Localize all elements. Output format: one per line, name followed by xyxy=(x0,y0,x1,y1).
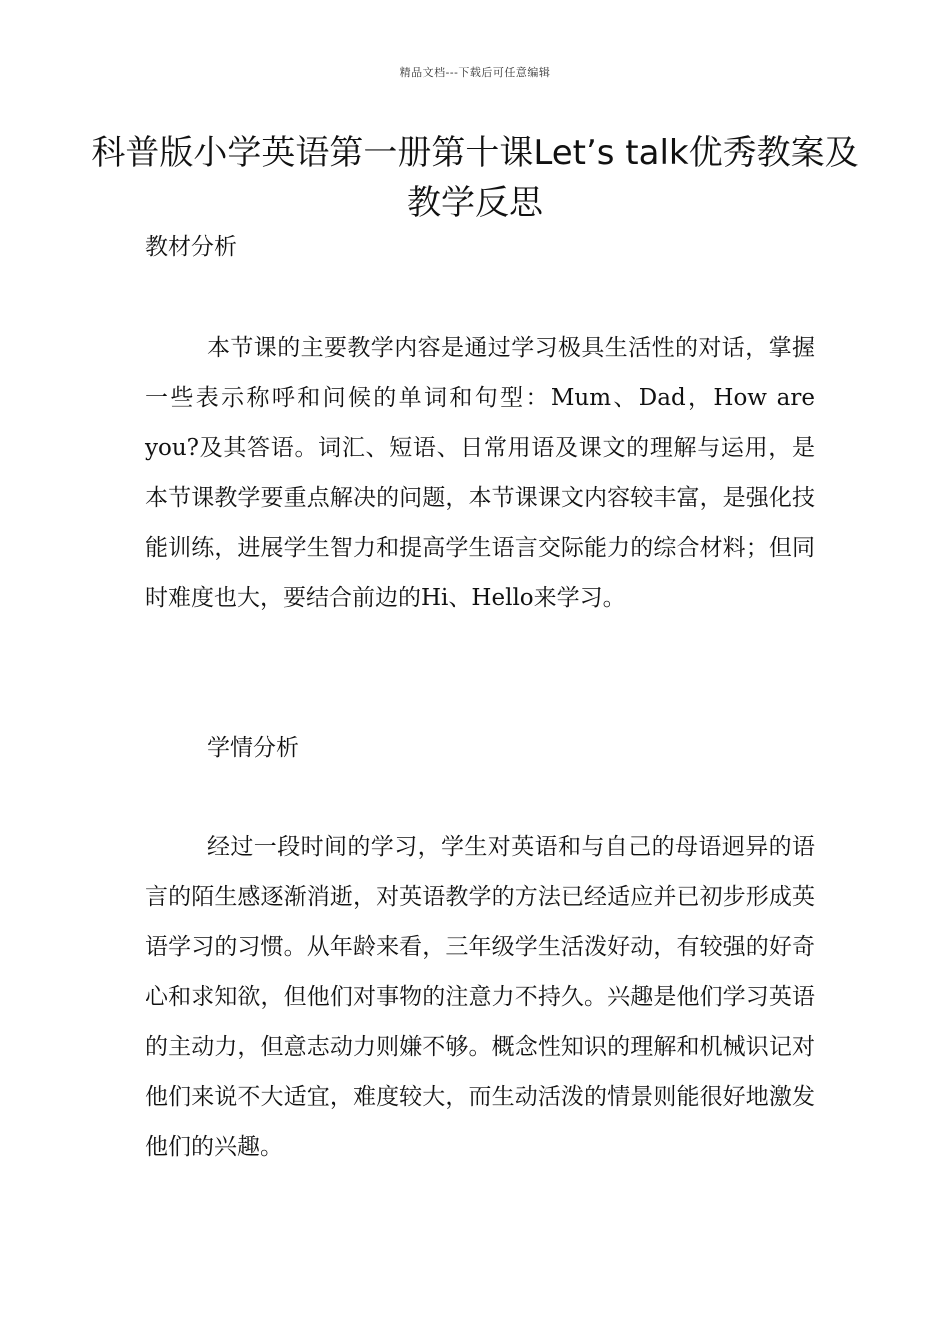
section-paragraph-materials: 本节课的主要教学内容是通过学习极具生活性的对话，掌握一些表示称呼和问候的单词和句型：Mum、Dad，How are you?及其答语。词汇、短语、日常用语及课文的理解与运用，是本节课教学要重点解决的问题，本节课课文内容较丰富，是强化技能训练，进展学生智力和提高学生语言交际能力的综合材料；但同时难度也大，要结合前边的Hi、Hello来学习。 xyxy=(145,335,815,611)
section-paragraph-students: 经过一段时间的学习，学生对英语和与自己的母语迥异的语言的陌生感逐渐消逝，对英语教学的方法已经适应并已初步形成英语学习的习惯。从年龄来看，三年级学生活泼好动，有较强的好奇心和求知欲，但他们对事物的注意力不持久。兴趣是他们学习英语的主动力，但意志动力则嫌不够。概念性知识的理解和机械识记对他们来说不大适宜，难度较大，而生动活泼的情景则能很好地激发他们的兴趣。 xyxy=(145,834,815,1160)
section-heading-materials: 教材分析 xyxy=(145,234,237,260)
document-title: 科普版小学英语第一册第十课Let’s talk优秀教案及教学反思 xyxy=(91,133,859,223)
header-note: 精品文档---下载后可任意编辑 xyxy=(399,66,551,79)
section-heading-students: 学情分析 xyxy=(207,735,299,761)
